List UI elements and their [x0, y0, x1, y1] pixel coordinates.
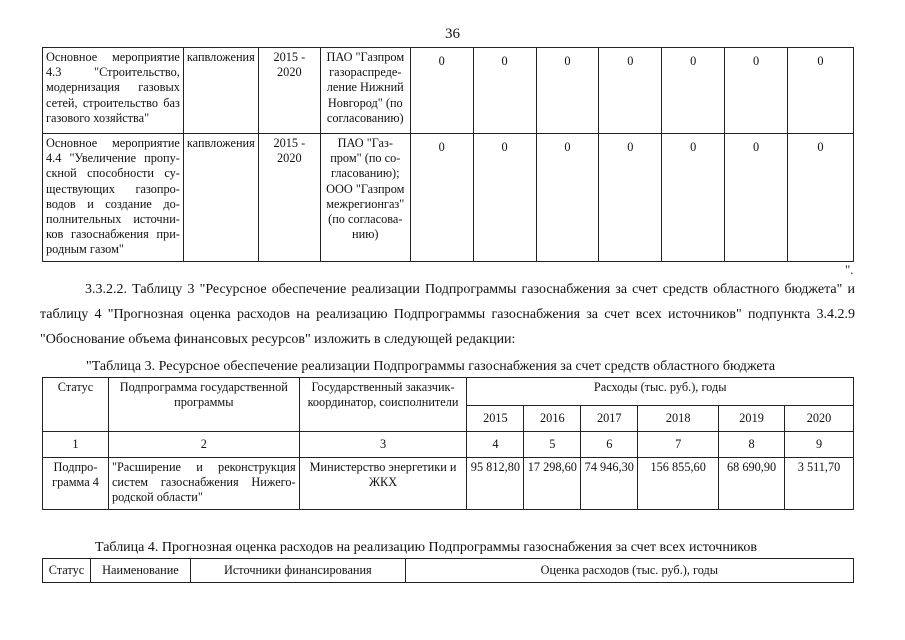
period-cell: 2015 - 2020: [258, 48, 320, 134]
header-status: Статус: [43, 378, 109, 432]
column-number: 8: [719, 432, 785, 458]
column-number: 7: [638, 432, 719, 458]
year-header: 2020: [785, 406, 854, 432]
value-cell: 0: [725, 134, 788, 262]
column-number: 3: [299, 432, 467, 458]
value-cell: 74 946,30: [581, 458, 638, 510]
program-cell: "Расширение и реконструкция систем газоснабжения Нижего-родской области": [108, 458, 299, 510]
closing-quote-mark: ".: [845, 262, 854, 277]
header-estimate: Оценка расходов (тыс. руб.), годы: [405, 559, 853, 583]
value-cell: 68 690,90: [719, 458, 785, 510]
year-header: 2016: [524, 406, 581, 432]
table-row: [43, 458, 854, 510]
value-cell: 0: [473, 134, 536, 262]
header-program: Подпрограмма государственной программы: [108, 378, 299, 432]
table-row: [43, 48, 854, 134]
continued-table: [42, 47, 854, 262]
value-cell: 0: [536, 48, 599, 134]
type-cell: капвложения: [183, 48, 258, 134]
header-sources: Источники финансирования: [190, 559, 405, 583]
column-number: 1: [43, 432, 109, 458]
column-number: 2: [108, 432, 299, 458]
value-cell: 0: [473, 48, 536, 134]
value-cell: 0: [662, 134, 725, 262]
column-number: 6: [581, 432, 638, 458]
executor-cell: ПАО "Газ-пром" (по со-гласованию); ООО "Газпром межрегионгаз" (по согласова-нию): [320, 134, 410, 262]
header-expenses: Расходы (тыс. руб.), годы: [467, 378, 854, 406]
value-cell: 0: [410, 48, 473, 134]
customer-cell: Министерство энергетики и ЖКХ: [299, 458, 467, 510]
table4-caption: Таблица 4. Прогнозная оценка расходов на реализацию Подпрограммы газоснабжения за счет всех источников: [95, 540, 758, 555]
event-cell: Основное мероприятие 4.4 "Увеличение пропу-скной способности су-ществующих газопро-водов и создание до-полнительных источни-ков газоснабжения при-родным газом": [43, 134, 184, 262]
table3-caption: "Таблица 3. Ресурсное обеспечение реализации Подпрограммы газоснабжения за счет средств областного бюджета: [86, 359, 776, 374]
value-cell: 17 298,60: [524, 458, 581, 510]
year-header: 2017: [581, 406, 638, 432]
column-number: 9: [785, 432, 854, 458]
value-cell: 3 511,70: [785, 458, 854, 510]
value-cell: 95 812,80: [467, 458, 524, 510]
table-row: [43, 134, 854, 262]
value-cell: 0: [788, 134, 854, 262]
year-header: 2015: [467, 406, 524, 432]
table4: [42, 558, 854, 583]
value-cell: 0: [410, 134, 473, 262]
value-cell: 0: [788, 48, 854, 134]
status-cell: Подпро-грамма 4: [43, 458, 109, 510]
value-cell: 0: [599, 134, 662, 262]
header-customer: Государственный заказчик-координатор, соисполнители: [299, 378, 467, 432]
column-number: 5: [524, 432, 581, 458]
header-status: Статус: [43, 559, 91, 583]
period-cell: 2015 - 2020: [258, 134, 320, 262]
value-cell: 0: [599, 48, 662, 134]
type-cell: капвложения: [183, 134, 258, 262]
year-header: 2019: [719, 406, 785, 432]
year-header: 2018: [638, 406, 719, 432]
page-number: 36: [445, 26, 460, 42]
value-cell: 0: [662, 48, 725, 134]
table3: [42, 377, 854, 510]
value-cell: 156 855,60: [638, 458, 719, 510]
value-cell: 0: [725, 48, 788, 134]
column-number: 4: [467, 432, 524, 458]
header-name: Наименование: [90, 559, 190, 583]
event-cell: Основное мероприятие 4.3 "Строительство, модернизация газовых сетей, строительство баз газового хозяйства": [43, 48, 184, 134]
value-cell: 0: [536, 134, 599, 262]
amendment-paragraph: 3.3.2.2. Таблицу 3 "Ресурсное обеспечение реализации Подпрограммы газоснабжения за счет средств областного бюджета" и таблицу 4 "Прогнозная оценка расходов на реализацию Подпрограммы газоснабжения за счет всех источников" подпункта 3.4.2.9 "Обоснование объема финансовых ресурсов" изложить в следующей редакции:: [40, 282, 855, 347]
executor-cell: ПАО "Газпром газораспреде-ление Нижний Новгород" (по согласованию): [320, 48, 410, 134]
